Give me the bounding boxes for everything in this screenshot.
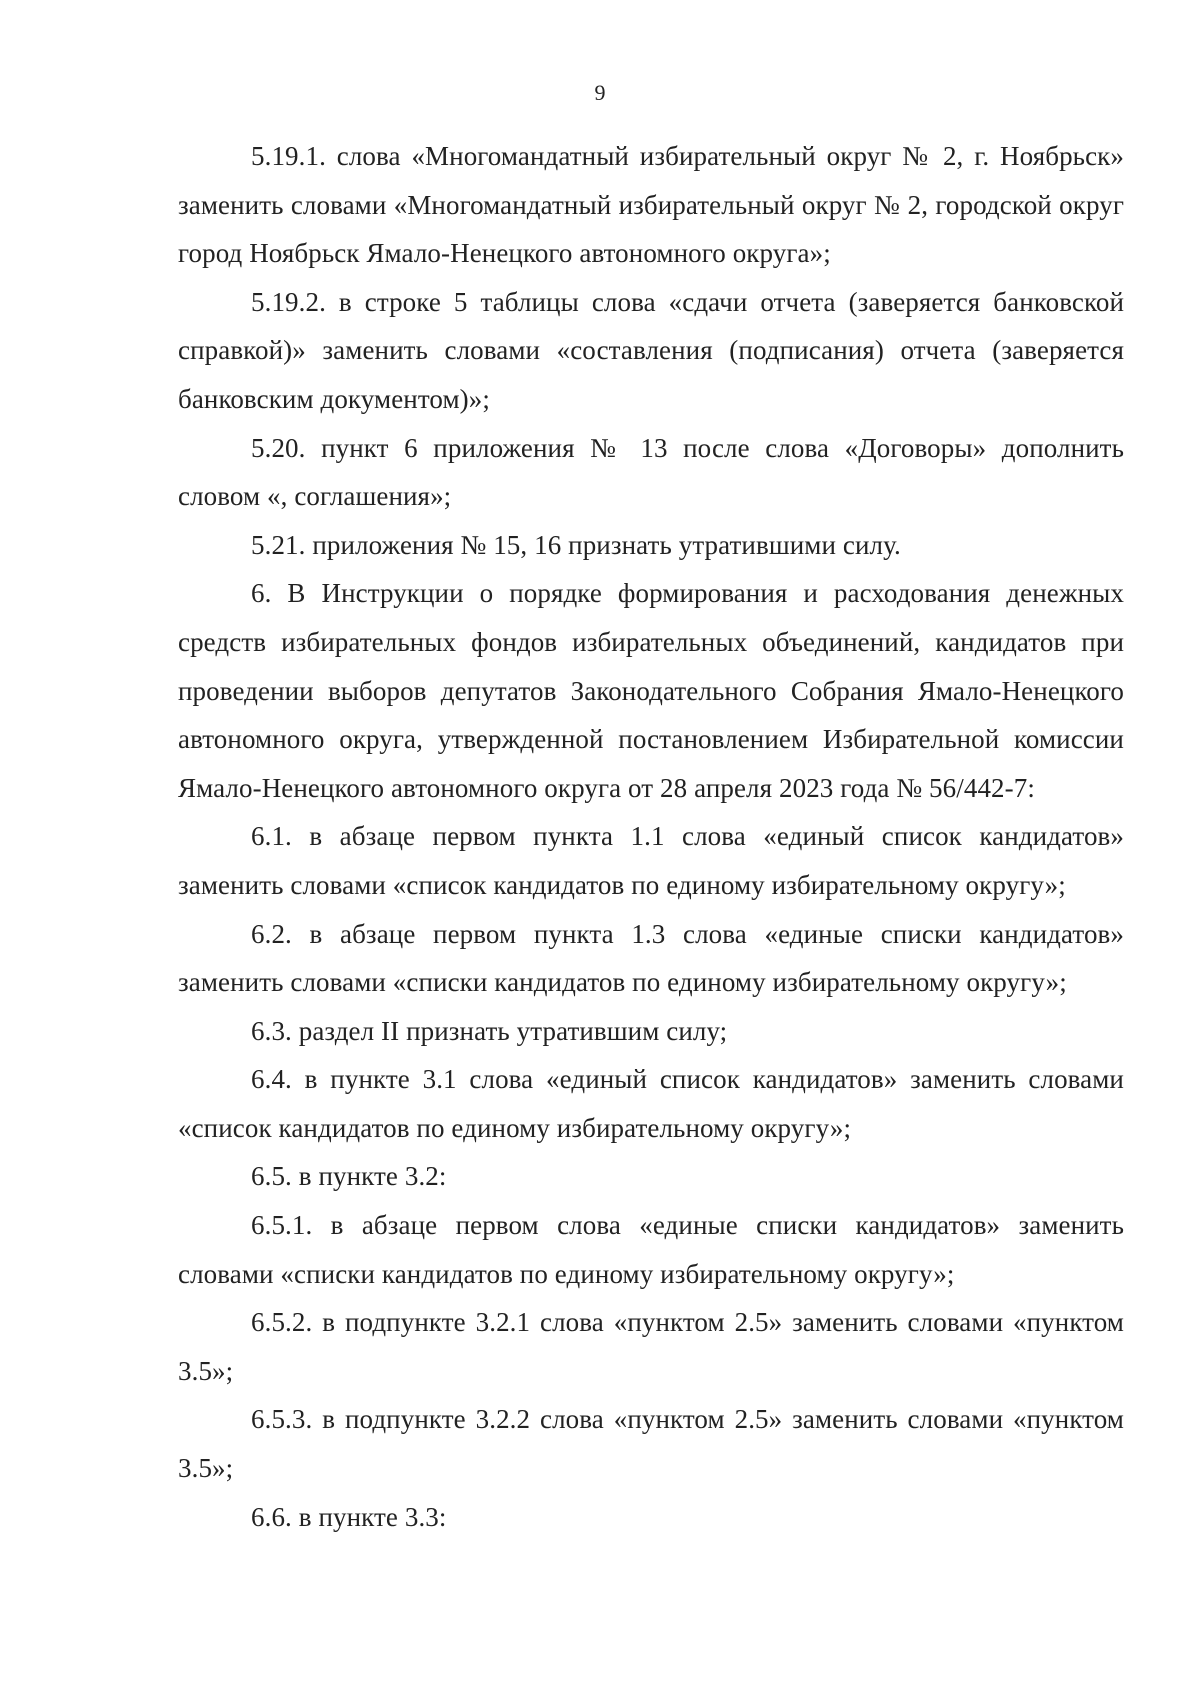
paragraph-6-5-3: 6.5.3. в подпункте 3.2.2 слова «пунктом 2.5» заменить словами «пунктом 3.5»; (178, 1404, 1124, 1484)
paragraph-6: 6. В Инструкции о порядке формирования и расходования денежных средств избирательных фондов избирательных объединений, кандидатов при проведении выборов депутатов Законодательного Собрания Ямало-Ненецкого автономного округа, утвержденной постановлением Избирательной комиссии Ямало-Ненецкого автономного округа от 28 апреля 2023 года № 56/442-7: (178, 578, 1124, 803)
paragraph-6-1: 6.1. в абзаце первом пункта 1.1 слова «единый список кандидатов» заменить словами «список кандидатов по единому избирательному округу»; (178, 821, 1124, 900)
paragraph-6-5: 6.5. в пункте 3.2: (251, 1161, 447, 1192)
paragraph-5-19-1: 5.19.1. слова «Многомандатный избирательный округ № 2, г. Ноябрьск» заменить словами «Многомандатный избирательный округ № 2, городской округ город Ноябрьск Ямало-Ненецкого автономного округа»; (178, 141, 1124, 269)
paragraph-6-6: 6.6. в пункте 3.3: (251, 1501, 447, 1532)
page-number: 9 (594, 80, 606, 105)
paragraph-6-4: 6.4. в пункте 3.1 слова «единый список кандидатов» заменить словами «список кандидатов по единому избирательному округу»; (178, 1064, 1124, 1143)
document-body (178, 132, 1124, 1541)
paragraph-6-5-1: 6.5.1. в абзаце первом слова «единые списки кандидатов» заменить словами «списки кандидатов по единому избирательному округу»; (178, 1210, 1124, 1289)
paragraph-6-3: 6.3. раздел II признать утратившим силу; (251, 1015, 728, 1046)
paragraph-6-5-2: 6.5.2. в подпункте 3.2.1 слова «пунктом 2.5» заменить словами «пунктом 3.5»; (178, 1307, 1124, 1386)
paragraph-5-19-2: 5.19.2. в строке 5 таблицы слова «сдачи отчета (заверяется банковской справкой)» заменить словами «составления (подписания) отчета (заверяется банковским документом)»; (178, 286, 1124, 414)
paragraph-5-21: 5.21. приложения № 15, 16 признать утратившими силу. (251, 529, 901, 560)
paragraph-6-2: 6.2. в абзаце первом пункта 1.3 слова «единые списки кандидатов» заменить словами «списки кандидатов по единому избирательному округу»; (178, 918, 1124, 998)
paragraph-5-20: 5.20. пункт 6 приложения № 13 после слова «Договоры» дополнить словом «, соглашения»; (178, 432, 1124, 512)
